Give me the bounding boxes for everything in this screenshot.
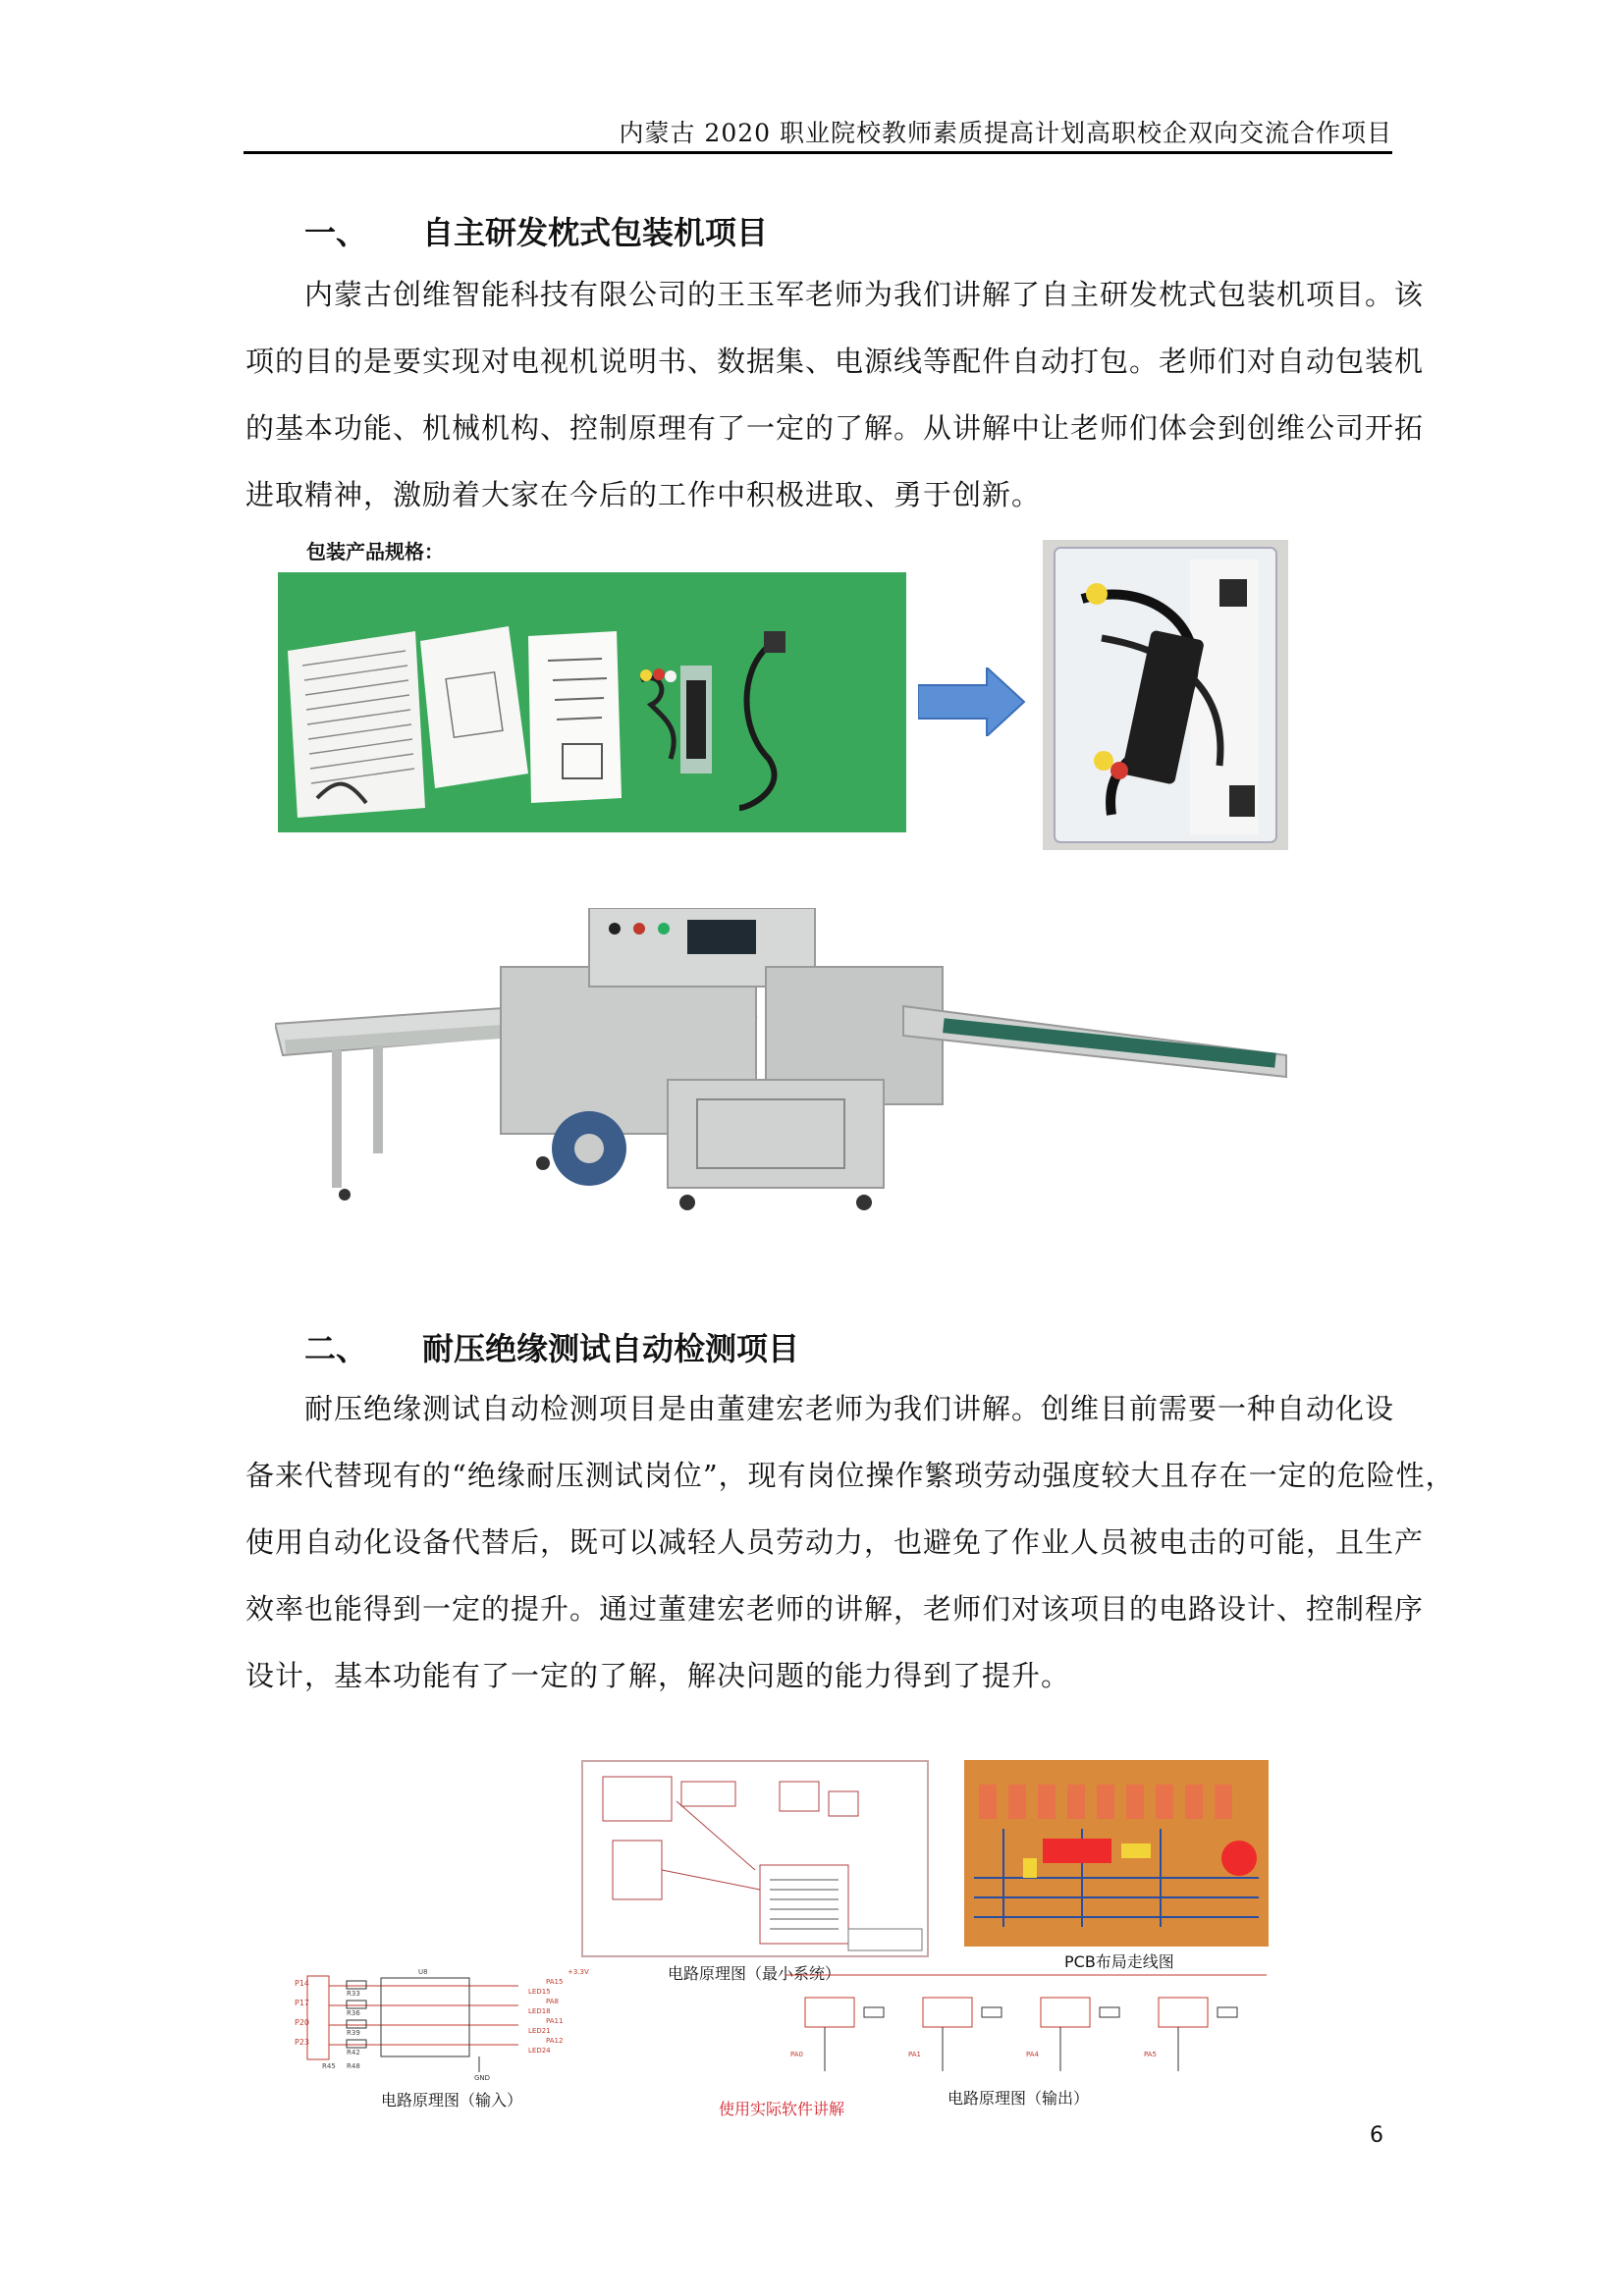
paragraph-line: 内蒙古创维智能科技有限公司的王玉军老师为我们讲解了自主研发枕式包装机项目。该 bbox=[304, 278, 1425, 311]
led-label: LED18 bbox=[528, 2007, 551, 2015]
section-1-title: 自主研发枕式包装机项目 bbox=[422, 214, 769, 251]
pin-label: P23 bbox=[295, 2038, 310, 2047]
products-illustration bbox=[278, 572, 906, 832]
section-2-heading bbox=[304, 1324, 799, 1369]
pin-label: P14 bbox=[295, 1979, 310, 1988]
section-2-title: 耐压绝缘测试自动检测项目 bbox=[422, 1330, 800, 1367]
chip-label: U8 bbox=[418, 1968, 428, 1976]
min-system-schematic bbox=[581, 1760, 929, 1957]
output-pin-label: PA15 bbox=[546, 1978, 564, 1986]
gnd-label: GND bbox=[474, 2074, 491, 2082]
paragraph-line: 效率也能得到一定的提升。通过董建宏老师的讲解，老师们对该项目的电路设计、控制程序 bbox=[245, 1592, 1425, 1626]
caption-software: 使用实际软件讲解 bbox=[719, 2100, 845, 2118]
paragraph-line: 耐压绝缘测试自动检测项目是由董建宏老师为我们讲解。创维目前需要一种自动化设 bbox=[304, 1392, 1395, 1425]
section-1-heading bbox=[304, 208, 768, 253]
page-header bbox=[244, 110, 1392, 154]
output-schematic-drawing bbox=[776, 1963, 1276, 2083]
resistor-label: R36 bbox=[347, 2009, 360, 2017]
figure-label: 包装产品规格： bbox=[306, 540, 444, 563]
resistor-label: R42 bbox=[347, 2049, 360, 2056]
page-number: 6 bbox=[1370, 2123, 1383, 2148]
input-schematic-drawing bbox=[293, 1966, 612, 2084]
header-text: 内蒙古 2020 职业院校教师素质提高计划高职校企双向交流合作项目 bbox=[619, 119, 1392, 147]
packaging-machine-illustration bbox=[275, 908, 1296, 1222]
caption-pcb: PCB布局走线图 bbox=[1064, 1952, 1174, 1971]
caption-output: 电路原理图（输出） bbox=[947, 2089, 1090, 2108]
control-pin-label: PA4 bbox=[1026, 2051, 1040, 2058]
led-label: LED21 bbox=[528, 2027, 551, 2035]
pcb-layout-image bbox=[964, 1760, 1269, 1947]
packaged-photo bbox=[1043, 540, 1288, 850]
paragraph-line: 使用自动化设备代替后，既可以减轻人员劳动力，也避免了作业人员被电击的可能，且生产 bbox=[245, 1525, 1425, 1559]
output-schematic bbox=[776, 1963, 1276, 2083]
arrow-right-icon bbox=[918, 667, 1026, 736]
led-label: LED15 bbox=[528, 1988, 551, 1996]
paragraph-line: 的基本功能、机械机构、控制原理有了一定的了解。从讲解中让老师们体会到创维公司开拓 bbox=[245, 411, 1425, 445]
section-1-number: 一、 bbox=[304, 214, 368, 251]
section-2-paragraph bbox=[245, 1375, 1455, 1709]
input-schematic bbox=[293, 1966, 612, 2084]
output-pin-label: PA11 bbox=[546, 2017, 564, 2025]
paragraph-line: 项的目的是要实现对电视机说明书、数据集、电源线等配件自动打包。老师们对自动包装机 bbox=[245, 345, 1425, 378]
resistor-label: R33 bbox=[347, 1990, 360, 1998]
section-1-paragraph bbox=[245, 261, 1425, 528]
control-pin-label: PA0 bbox=[790, 2051, 804, 2058]
output-pin-label: PA8 bbox=[546, 1998, 560, 2005]
packaged-illustration bbox=[1043, 540, 1288, 850]
caption-input: 电路原理图（输入） bbox=[381, 2091, 523, 2109]
pin-label: P20 bbox=[295, 2018, 310, 2027]
voltage-label: +3.3V bbox=[568, 1968, 589, 1976]
packaging-machine-photo bbox=[275, 908, 1296, 1222]
products-photo bbox=[278, 572, 906, 832]
resistor-label: R48 bbox=[347, 2062, 360, 2070]
paragraph-line: 设计，基本功能有了一定的了解，解决问题的能力得到了提升。 bbox=[245, 1659, 1071, 1692]
paragraph-line: 进取精神，激励着大家在今后的工作中积极进取、勇于创新。 bbox=[245, 478, 1042, 511]
pcb-layout-drawing bbox=[964, 1760, 1269, 1947]
resistor-label: R39 bbox=[347, 2029, 360, 2037]
min-system-drawing bbox=[583, 1762, 927, 1955]
pin-label: P17 bbox=[295, 1999, 310, 2007]
control-pin-label: PA5 bbox=[1144, 2051, 1158, 2058]
output-pin-label: PA12 bbox=[546, 2037, 564, 2045]
resistor-label: R45 bbox=[322, 2062, 336, 2070]
led-label: LED24 bbox=[528, 2047, 551, 2055]
section-2-number: 二、 bbox=[304, 1330, 368, 1367]
paragraph-line: 备来代替现有的“绝缘耐压测试岗位”，现有岗位操作繁琐劳动强度较大且存在一定的危险性， bbox=[245, 1459, 1455, 1492]
caption-min-system: 电路原理图（最小系统） bbox=[668, 1964, 841, 1983]
control-pin-label: PA1 bbox=[908, 2051, 922, 2058]
